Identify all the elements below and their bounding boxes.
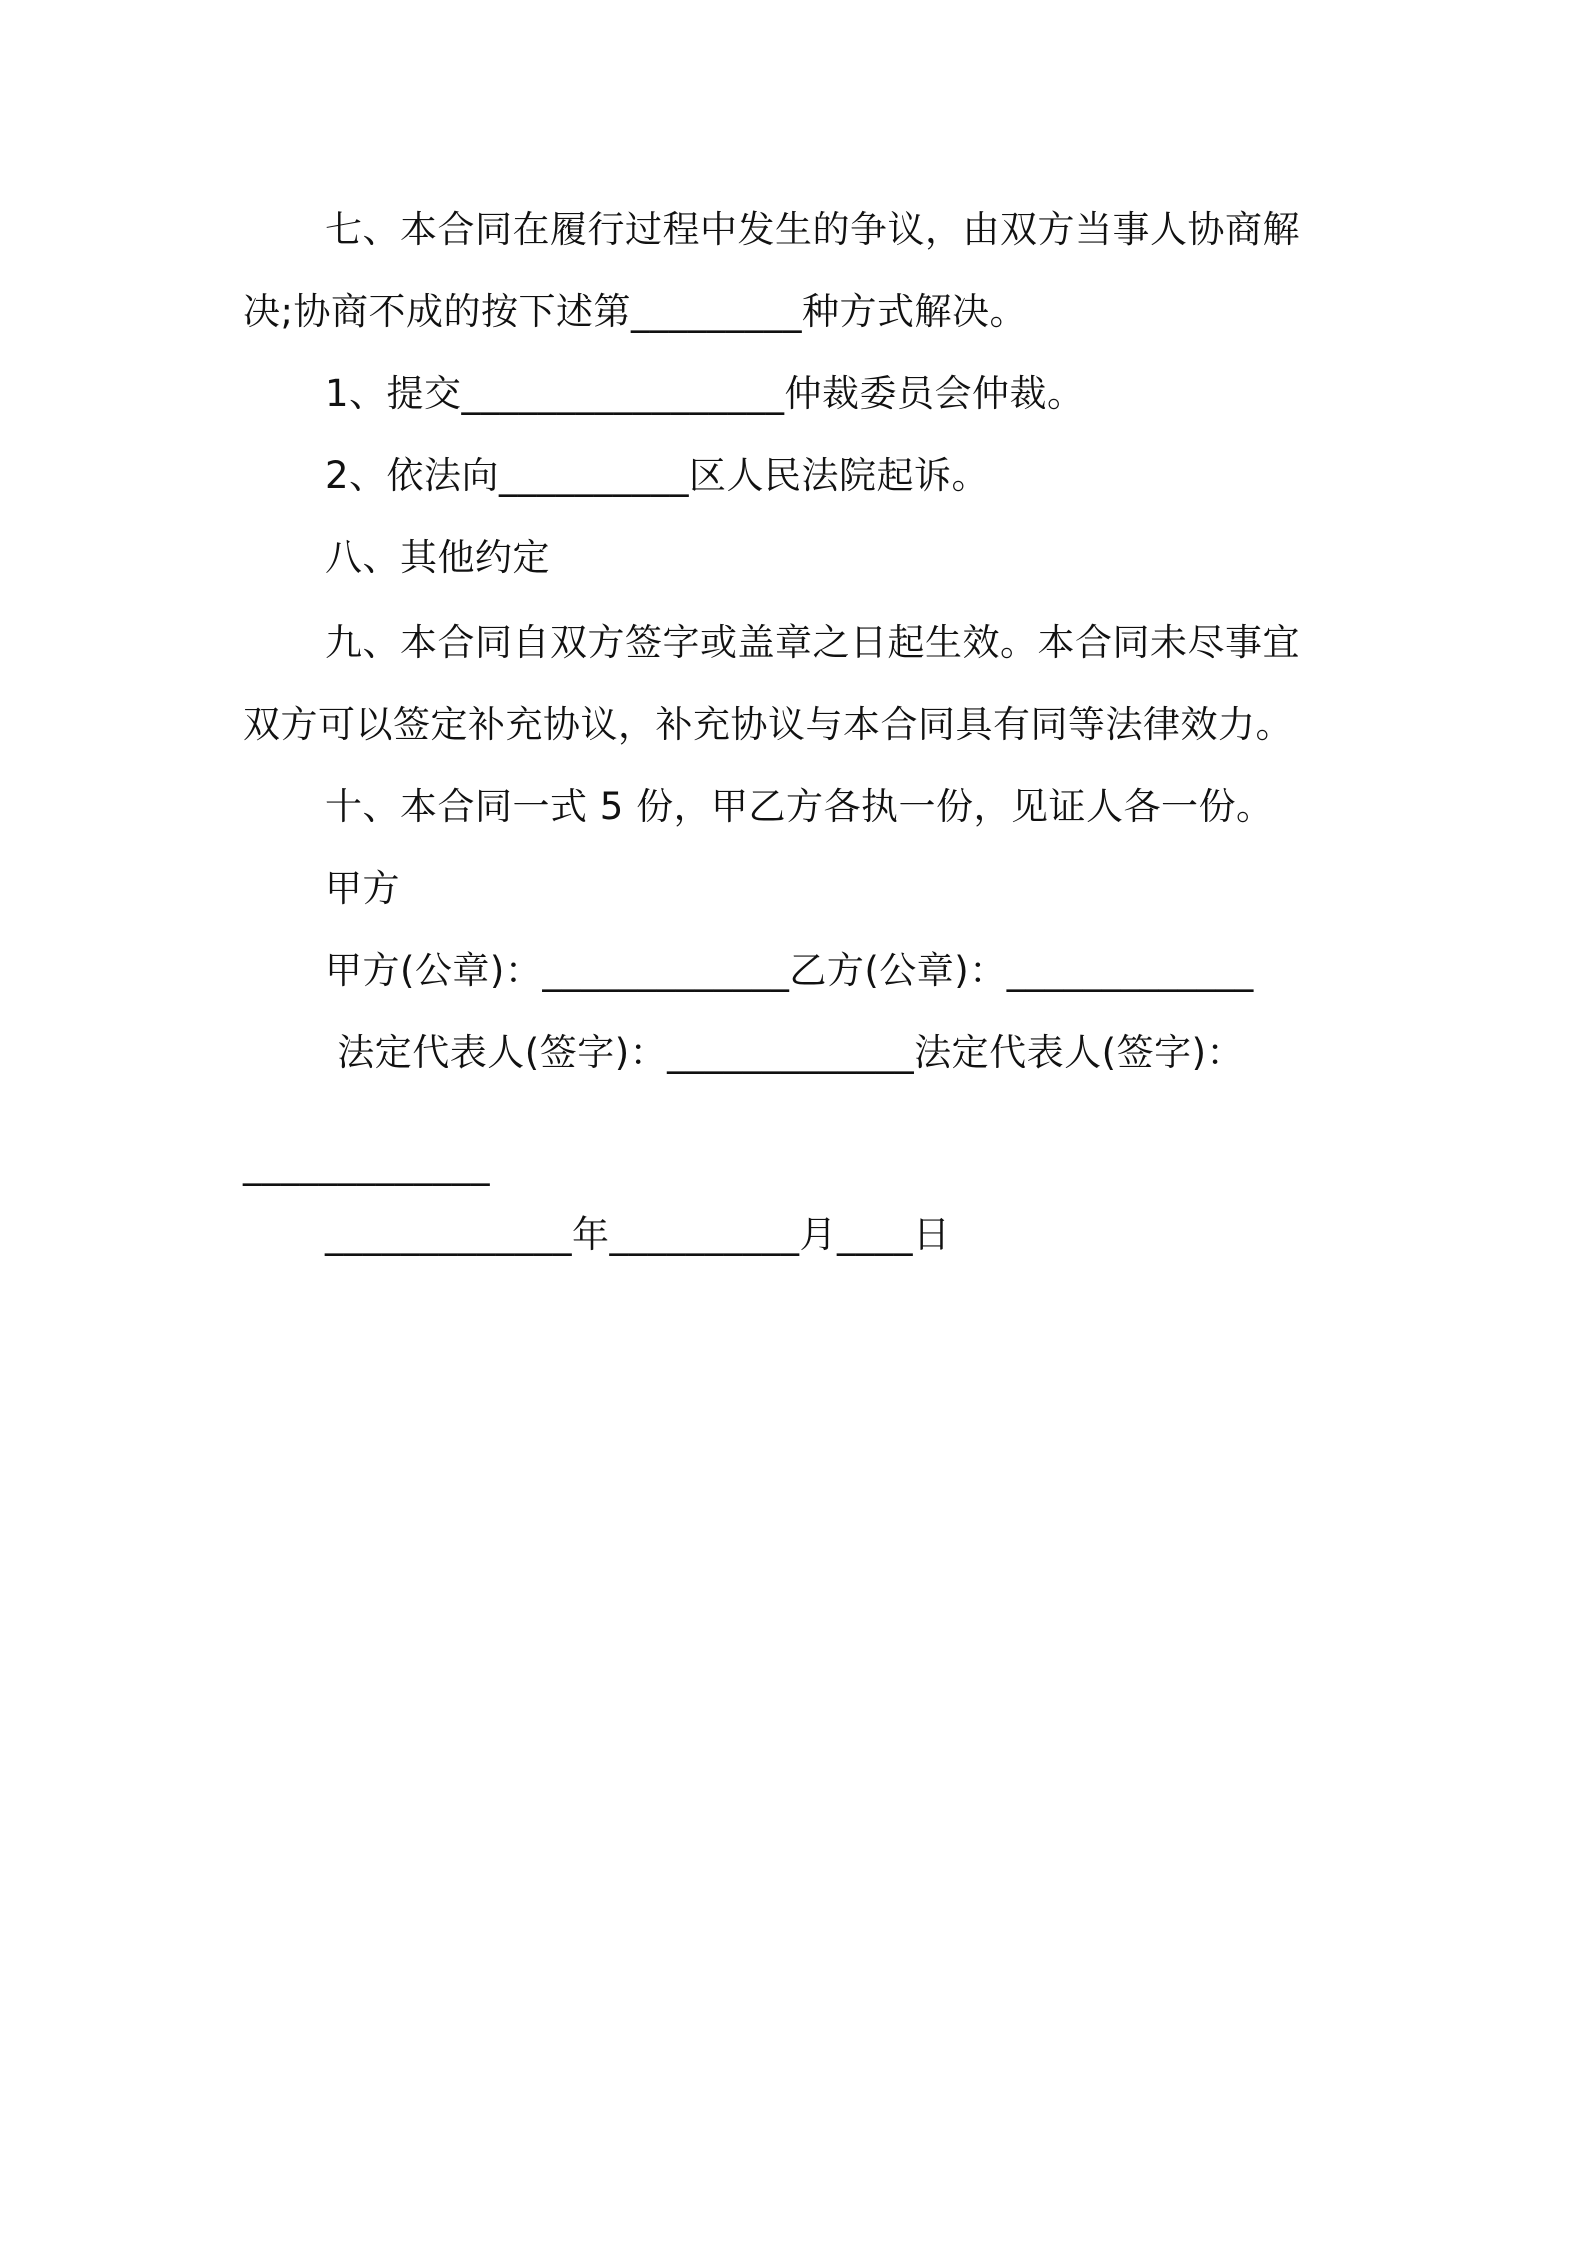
representative-signature-line: 法定代表人(签字)：_____________法定代表人(签字)： [325,1031,1245,1074]
clause-9-line-1: 九、本合同自双方签字或盖章之日起生效。本合同未尽事宜 [325,621,1300,664]
party-a-heading: 甲方 [325,867,400,910]
clause-7-line-2: 决;协商不成的按下述第_________种方式解决。 [243,290,1027,333]
dispute-option-1: 1、提交_________________仲裁委员会仲裁。 [325,372,1085,415]
clause-7-line-1: 七、本合同在履行过程中发生的争议，由双方当事人协商解 [325,208,1300,251]
date-line: _____________年__________月____日 [325,1213,951,1256]
clause-8: 八、其他约定 [325,536,550,579]
dispute-option-2: 2、依法向__________区人民法院起诉。 [325,454,990,497]
clause-10: 十、本合同一式 5 份，甲乙方各执一份，见证人各一份。 [325,785,1274,828]
representative-signature-continuation: _____________ [243,1143,490,1186]
seal-signature-line: 甲方(公章)：_____________乙方(公章)：_____________ [325,949,1254,992]
clause-9-line-2: 双方可以签定补充协议，补充协议与本合同具有同等法律效力。 [243,703,1293,746]
